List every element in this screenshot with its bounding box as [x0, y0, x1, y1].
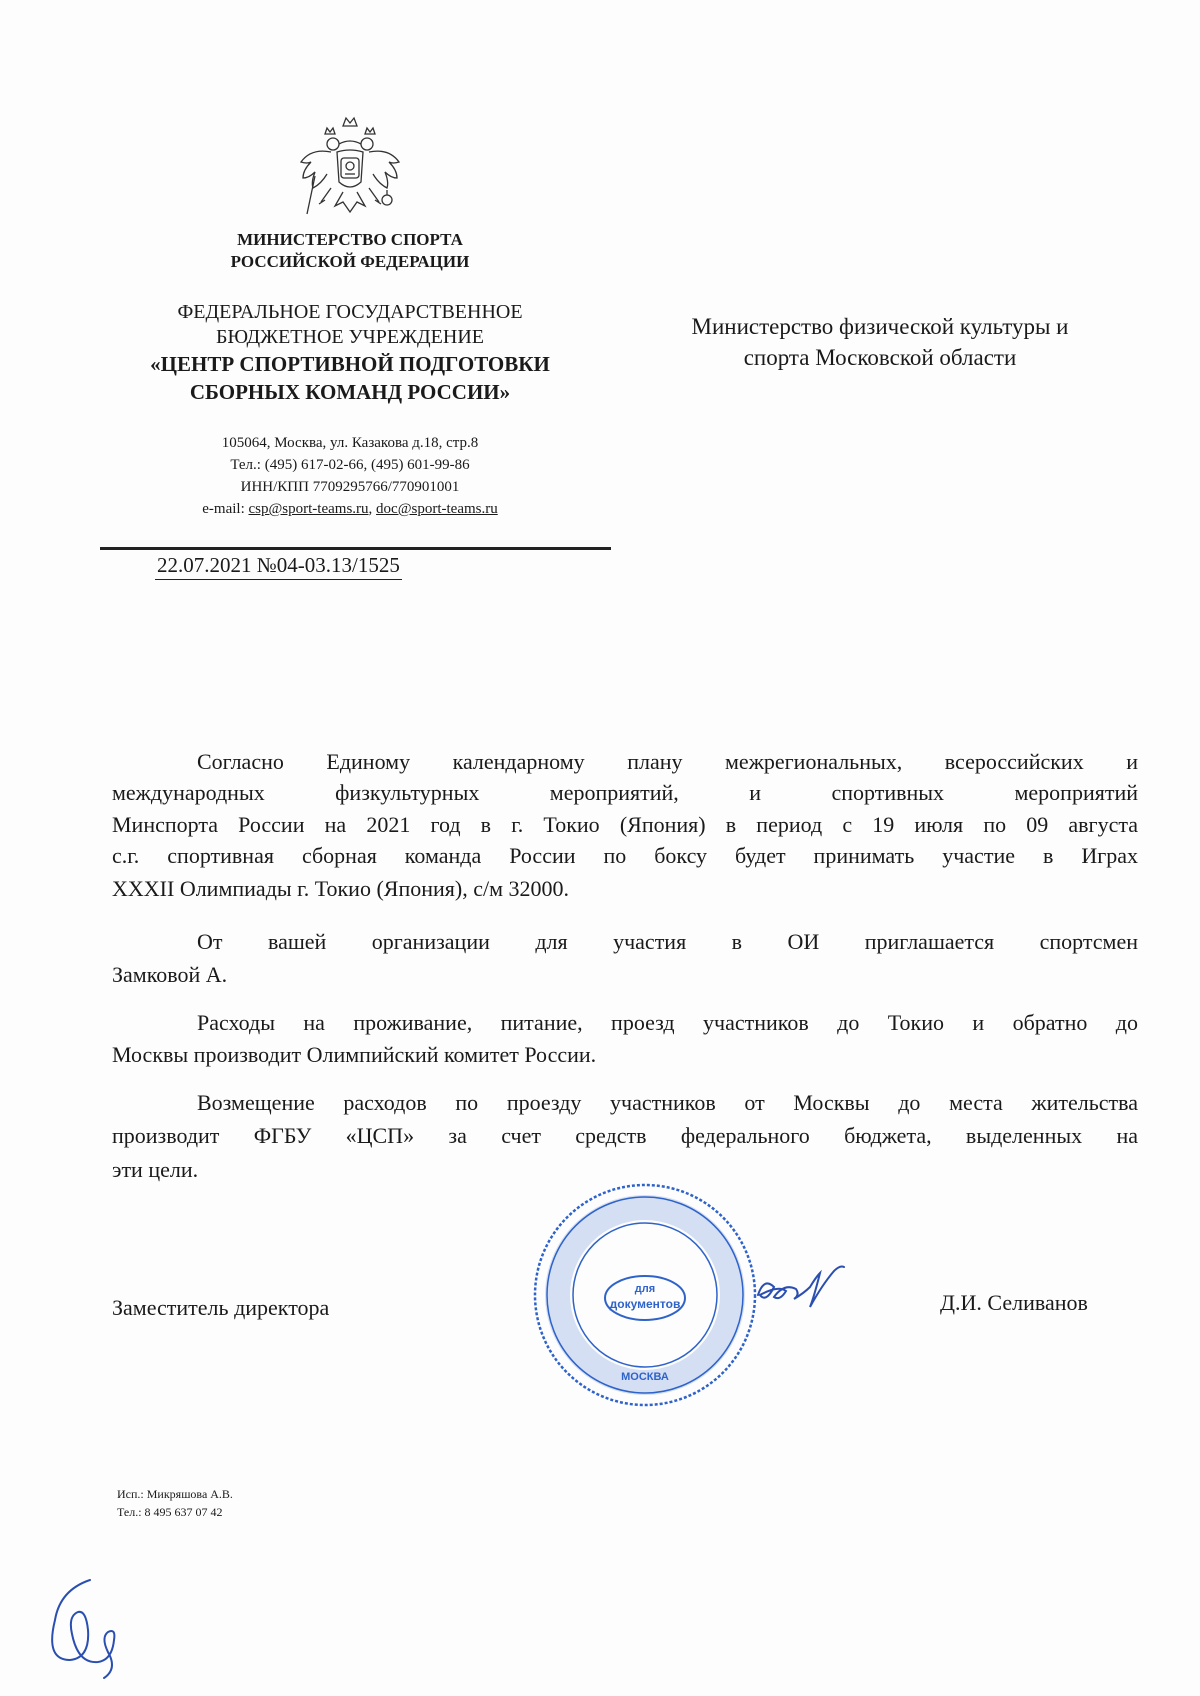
stamp-center-line2: документов: [609, 1297, 681, 1311]
handwritten-signature: [750, 1255, 865, 1325]
body-line: с.г. спортивная сборная команда России по боксу будет принимать участие в Играх: [112, 843, 1138, 868]
body-line: международных физкультурных мероприятий, и спортивных мероприятий: [112, 780, 1138, 805]
email-link-doc[interactable]: doc@sport-teams.ru: [376, 501, 498, 517]
org-name-line2: БЮДЖЕТНОЕ УЧРЕЖДЕНИЕ: [215, 326, 485, 348]
ministry-name-line2: РОССИЙСКОЙ ФЕДЕРАЦИИ: [230, 252, 470, 271]
body-line: Возмещение расходов по проезду участников от Москвы до места жительства: [197, 1090, 1138, 1115]
body-line: эти цели.: [112, 1157, 199, 1182]
org-name-line1: ФЕДЕРАЛЬНОЕ ГОСУДАРСТВЕННОЕ: [177, 301, 523, 323]
org-inn: ИНН/КПП 7709295766/770901001: [240, 479, 460, 495]
org-address: 105064, Москва, ул. Казакова д.18, стр.8: [221, 435, 479, 451]
executor-name: Исп.: Микряшова А.В.: [117, 1487, 233, 1501]
addressee-line1: Министерство физической культуры и: [691, 314, 1069, 339]
body-line: производит ФГБУ «ЦСП» за счет средств федерального бюджета, выделенных на: [112, 1123, 1138, 1148]
stamp-bottom-text: МОСКВА: [621, 1371, 669, 1383]
executor-phone: Тел.: 8 495 637 07 42: [117, 1505, 223, 1519]
official-stamp: [530, 1180, 760, 1410]
ministry-name-line1: МИНИСТЕРСТВО СПОРТА: [237, 230, 463, 249]
email-link-csp[interactable]: csp@sport-teams.ru: [248, 501, 369, 517]
body-line: Согласно Единому календарному плану межрегиональных, всероссийских и: [197, 749, 1138, 774]
handwritten-initials: [30, 1570, 150, 1685]
body-line: XXXII Олимпиады г. Токио (Япония), с/м 32000.: [112, 876, 570, 901]
org-name-line3: «ЦЕНТР СПОРТИВНОЙ ПОДГОТОВКИ: [150, 352, 550, 376]
signatory-name: Д.И. Селиванов: [940, 1290, 1088, 1315]
body-line: Минспорта России на 2021 год в г. Токио (Япония) в период с 19 июля по 09 августа: [112, 812, 1138, 837]
email-label: e-mail:: [202, 501, 249, 517]
org-name-line4: СБОРНЫХ КОМАНД РОССИИ»: [189, 380, 511, 404]
body-line: От вашей организации для участия в ОИ приглашается спортсмен: [197, 929, 1138, 954]
header-divider: [100, 547, 611, 550]
registration-number: 22.07.2021 №04-03.13/1525: [155, 552, 402, 580]
signatory-title: Заместитель директора: [112, 1295, 330, 1320]
body-line: Замковой А.: [112, 962, 228, 987]
coat-of-arms-emblem: [295, 108, 405, 226]
stamp-center-line1: для: [634, 1283, 656, 1295]
email-separator: ,: [368, 501, 377, 517]
body-line: Москвы производит Олимпийский комитет России.: [112, 1042, 597, 1067]
body-line: Расходы на проживание, питание, проезд участников до Токио и обратно до: [197, 1010, 1138, 1035]
addressee-line2: спорта Московской области: [743, 345, 1017, 370]
org-phones: Тел.: (495) 617-02-66, (495) 601-99-86: [230, 457, 470, 473]
org-email: [140, 500, 560, 519]
